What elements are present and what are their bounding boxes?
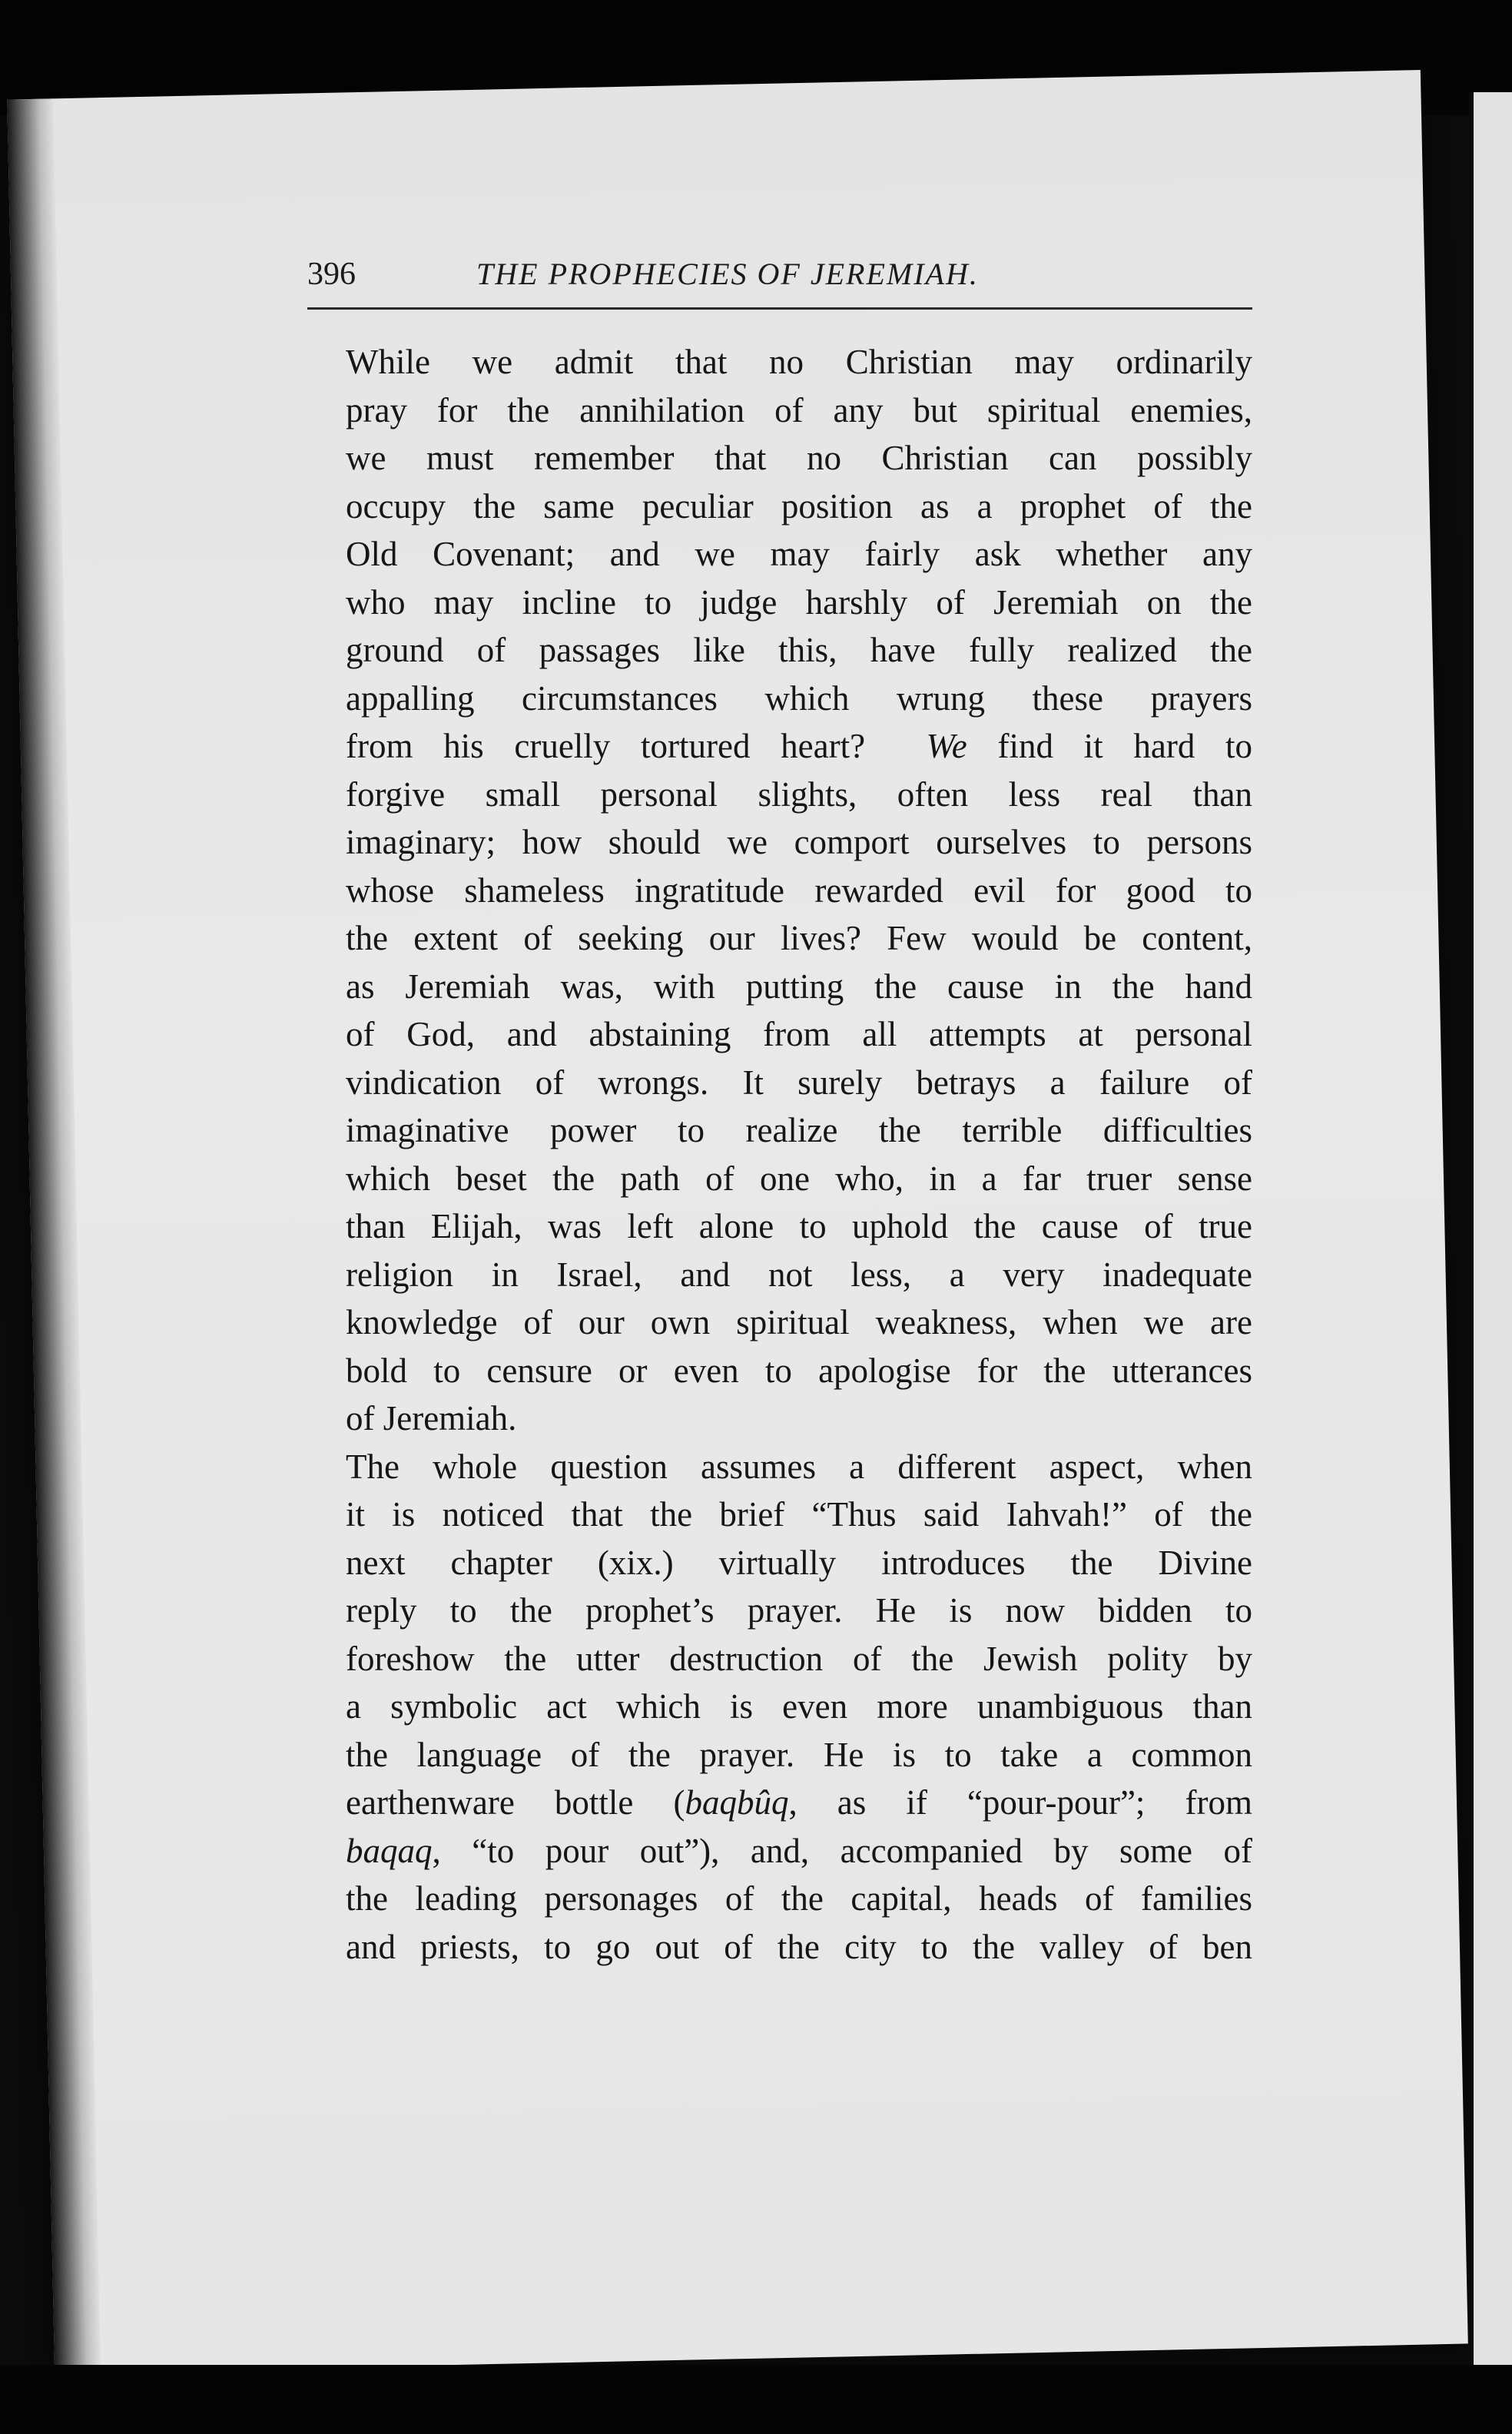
paragraph-1 — [307, 338, 1252, 1443]
text-line: ground of passages like this, have fully realized the — [346, 631, 1252, 669]
text-line: foreshow the utter destruction of the Jewish polity by — [346, 1639, 1252, 1678]
text-segment: find it hard to — [997, 727, 1253, 765]
text-line: and priests, to go out of the city to the valley of ben — [346, 1927, 1252, 1966]
text-line: imaginary; how should we comport ourselves to persons — [346, 823, 1252, 861]
text-line: which beset the path of one who, in a far truer sense — [346, 1159, 1252, 1198]
text-line: whose shameless ingratitude rewarded evil for good to — [346, 870, 1252, 910]
paragraph-2 — [307, 1443, 1252, 1971]
running-title: THE PROPHECIES OF JEREMIAH. — [476, 257, 979, 291]
text-line: The whole question assumes a different aspect, when — [346, 1447, 1252, 1486]
text-line: who may incline to judge harshly of Jeremiah on the — [346, 582, 1252, 622]
text-line: of Jeremiah. — [346, 1399, 517, 1438]
text-line: appalling circumstances which wrung these prayers — [346, 678, 1252, 718]
text-line: While we admit that no Christian may ordinarily — [346, 343, 1252, 381]
adjacent-page-edge — [1469, 92, 1512, 2434]
italic-word: baqaq — [346, 1831, 433, 1870]
text-line — [307, 722, 1252, 771]
text-line: reply to the prophet’s prayer. He is now bidden to — [346, 1591, 1252, 1630]
text-segment: earthenware bottle ( — [346, 1783, 685, 1822]
text-line: of God, and abstaining from all attempts at personal — [346, 1015, 1252, 1053]
text-line: the language of the prayer. He is to take a common — [346, 1735, 1252, 1774]
text-segment: , “to pour out”), and, accompanied by some of — [432, 1831, 1252, 1870]
text-line: as Jeremiah was, with putting the cause in the hand — [346, 967, 1252, 1006]
header-rule — [307, 307, 1252, 310]
text-line — [307, 1779, 1252, 1827]
scan-bottom-border — [0, 2365, 1512, 2434]
italic-word: baqbûq — [685, 1783, 789, 1822]
text-segment: from his cruelly tortured heart? — [346, 727, 866, 765]
page-binding-edge — [7, 98, 101, 2373]
text-line: a symbolic act which is even more unambiguous than — [346, 1687, 1252, 1726]
text-line: bold to censure or even to apologise for the utterances — [346, 1351, 1252, 1390]
text-line: forgive small personal slights, often less real than — [346, 774, 1252, 814]
text-line: we must remember that no Christian can possibly — [346, 439, 1252, 477]
text-line: occupy the same peculiar position as a prophet of the — [346, 486, 1252, 526]
text-line: vindication of wrongs. It surely betrays a failure of — [346, 1063, 1252, 1102]
text-segment: , as if “pour-pour”; from — [788, 1783, 1252, 1822]
text-line: it is noticed that the brief “Thus said Iahvah!” of the — [346, 1495, 1252, 1534]
italic-word: We — [926, 727, 967, 765]
text-line: the leading personages of the capital, heads of families — [346, 1879, 1252, 1918]
text-line: pray for the annihilation of any but spiritual enemies, — [346, 390, 1252, 429]
text-line — [307, 1827, 1252, 1875]
text-line: the extent of seeking our lives? Few would be content, — [346, 919, 1252, 957]
text-line: imaginative power to realize the terrible difficulties — [346, 1111, 1252, 1149]
body-text — [307, 338, 1252, 1971]
page-header — [307, 250, 1252, 303]
page-number: 396 — [307, 257, 356, 292]
text-line: next chapter (xix.) virtually introduces the Divine — [346, 1543, 1252, 1582]
text-line: knowledge of our own spiritual weakness, when we are — [346, 1303, 1252, 1341]
text-line: religion in Israel, and not less, a very inadequate — [346, 1255, 1252, 1294]
text-line: Old Covenant; and we may fairly ask whether any — [346, 535, 1252, 573]
text-line: than Elijah, was left alone to uphold the cause of true — [346, 1207, 1252, 1245]
